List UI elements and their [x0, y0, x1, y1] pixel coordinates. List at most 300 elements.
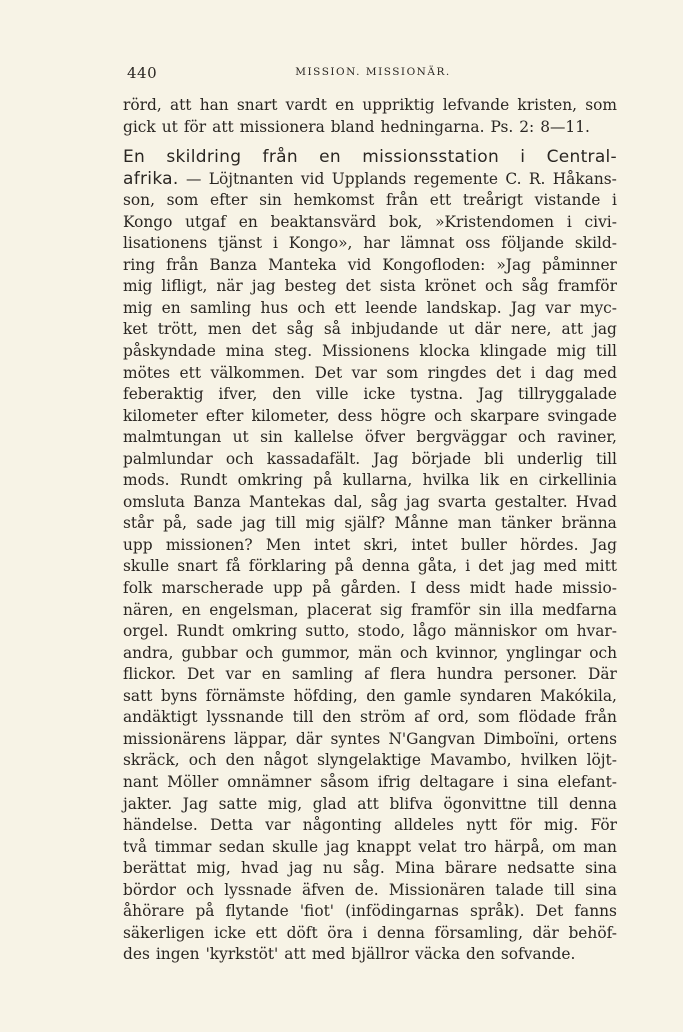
word: så: [323, 320, 341, 339]
word: oss: [465, 234, 491, 253]
word: nytt: [466, 816, 498, 835]
word: i: [362, 923, 368, 942]
word: leende: [365, 298, 418, 317]
word: den: [466, 945, 495, 964]
word: Jag: [510, 298, 537, 317]
word: och: [434, 406, 462, 425]
word: mig: [305, 514, 335, 533]
word: raviner,: [557, 428, 617, 447]
word: kassadafält.: [266, 449, 361, 468]
word: såg: [521, 277, 549, 296]
word: beaktansvärd: [270, 212, 377, 231]
text-line: [123, 837, 617, 859]
word: knappt: [356, 837, 412, 856]
word: i: [272, 234, 278, 253]
word: ett: [179, 363, 202, 382]
word: mig: [123, 277, 153, 296]
word: ett: [429, 191, 452, 210]
body-text: [123, 95, 617, 966]
word: hundra: [436, 665, 493, 684]
word: framför: [557, 277, 617, 296]
word: ingen: [155, 945, 200, 964]
word: få: [225, 557, 241, 576]
word: bok,: [388, 212, 423, 231]
word: i: [520, 147, 526, 168]
word: missionera: [239, 117, 325, 136]
word: efter: [205, 406, 244, 425]
word: rörd,: [123, 96, 162, 114]
word: vid: [347, 255, 372, 274]
word: Det: [186, 665, 215, 684]
word: öfver: [364, 428, 406, 447]
word: om: [544, 622, 569, 641]
word: besteg: [284, 277, 337, 296]
word: öra: [327, 923, 353, 942]
word: tro: [464, 837, 487, 856]
word: till: [537, 794, 559, 813]
word: som: [386, 363, 419, 382]
word: den: [225, 751, 255, 770]
word: Ps.: [490, 117, 514, 136]
word: ut: [232, 428, 249, 447]
word: de.: [354, 880, 379, 899]
word: ut: [448, 320, 465, 339]
word: son,: [123, 191, 155, 210]
word: 2:: [519, 117, 535, 136]
word: härpå,: [494, 837, 545, 856]
word: började: [411, 449, 472, 468]
text-line: [123, 470, 617, 492]
word: gubbar: [181, 643, 238, 662]
word: mina: [225, 342, 265, 361]
word: och: [297, 298, 326, 317]
text-line: [123, 923, 617, 945]
word: upp: [123, 535, 153, 554]
word: skräck,: [123, 751, 180, 770]
word: satt: [123, 686, 153, 705]
word: hade: [514, 579, 553, 598]
word: som: [477, 708, 510, 727]
word: missionsstation: [362, 147, 500, 168]
word: jag: [511, 557, 536, 576]
word: i: [612, 191, 617, 210]
word: tjänst: [217, 234, 263, 253]
text-line: [123, 233, 617, 255]
word: från: [385, 191, 419, 210]
text-line: [123, 406, 617, 428]
word: säkerligen: [123, 923, 205, 942]
word: där: [532, 923, 559, 942]
word: flickor.: [123, 665, 176, 684]
word: på: [334, 557, 354, 576]
word: sin: [478, 600, 502, 619]
word: det: [478, 557, 504, 576]
word: en: [181, 600, 201, 619]
word: mig.: [544, 816, 579, 835]
text-line: [123, 643, 617, 665]
word: missionärens: [123, 729, 226, 748]
word: den: [322, 708, 352, 727]
word: människor: [454, 622, 537, 641]
word: Makókila,: [540, 686, 617, 705]
word: och: [518, 428, 546, 447]
word: N'Gangvan: [388, 729, 476, 748]
word: själf?: [344, 514, 386, 533]
word: Månne: [394, 514, 449, 533]
word: var: [265, 816, 291, 835]
word: där: [295, 729, 323, 748]
text-line: [123, 578, 617, 600]
text-line: [123, 95, 617, 117]
word: bland: [330, 117, 375, 136]
word: någonting: [302, 816, 382, 835]
word: —: [186, 169, 202, 188]
word: klocka: [419, 342, 470, 361]
word: högre: [380, 406, 427, 425]
word: missio-: [562, 579, 617, 598]
word: kilometer,: [251, 406, 330, 425]
word: sutto,: [305, 622, 350, 641]
section-gap: [123, 138, 617, 147]
word: som: [585, 96, 617, 114]
word: vid: [300, 169, 325, 188]
word: en: [319, 147, 342, 168]
word: skri,: [363, 535, 398, 554]
word: tänker: [500, 514, 553, 533]
word: medfarna: [542, 600, 617, 619]
word: Kongofloden:: [382, 255, 486, 274]
word: Manteka: [268, 255, 337, 274]
word: Missionens: [321, 342, 410, 361]
word: lifligt,: [161, 277, 208, 296]
text-line: [123, 794, 617, 816]
word: och: [186, 880, 214, 899]
word: Dimboïni,: [483, 729, 560, 748]
word: stodo,: [357, 622, 405, 641]
text-line: [123, 255, 617, 277]
word: timmar: [154, 837, 212, 856]
word: omsluta: [123, 492, 185, 511]
word: en: [161, 298, 181, 317]
word: såg: [286, 320, 314, 339]
text-line: [123, 363, 617, 385]
word: språk).: [470, 902, 525, 921]
word: kilometer: [123, 406, 198, 425]
word: snart: [177, 557, 218, 576]
word: personer.: [503, 665, 578, 684]
word: Rundt: [176, 622, 224, 641]
text-line: [123, 276, 617, 298]
word: syndaren: [459, 686, 532, 705]
text-line: [123, 147, 617, 169]
word: sofvande.: [500, 945, 576, 964]
word: en: [261, 665, 281, 684]
word: blifva: [389, 794, 433, 813]
word: feberaktig: [123, 385, 204, 404]
text-line: [123, 621, 617, 643]
word: något: [263, 751, 309, 770]
word: förnämste: [205, 686, 285, 705]
text-line: [123, 427, 617, 449]
word: civi-: [584, 212, 617, 231]
article-paragraph: [123, 147, 617, 966]
word: ifrig: [377, 772, 411, 791]
word: skild-: [574, 234, 617, 253]
word: män: [358, 643, 392, 662]
text-line: [123, 169, 617, 191]
word: till: [292, 708, 314, 727]
word: ord,: [437, 708, 470, 727]
word: en: [335, 96, 355, 114]
word: lågo: [413, 622, 447, 641]
word: upp: [273, 579, 303, 598]
word: och: [589, 643, 617, 662]
text-line: [123, 513, 617, 535]
word: denna: [568, 794, 617, 813]
word: för: [509, 816, 532, 835]
word: ring: [123, 255, 156, 274]
text-line: [123, 600, 617, 622]
word: nären,: [123, 600, 174, 619]
word: församling,: [434, 923, 523, 942]
word: mötes: [123, 363, 171, 382]
word: krönet: [424, 277, 477, 296]
word: af: [364, 665, 379, 684]
word: afrika.: [123, 168, 179, 189]
word: från: [584, 708, 617, 727]
word: folk: [123, 579, 153, 598]
word: två: [123, 837, 148, 856]
word: bördor: [123, 880, 176, 899]
word: palmlundar: [123, 449, 213, 468]
word: trött,: [157, 320, 198, 339]
word: lämnat: [400, 234, 455, 253]
text-line: [123, 298, 617, 320]
word: skarpare: [470, 406, 540, 425]
word: påskyndade: [123, 342, 216, 361]
word: cirkellinia: [538, 471, 617, 490]
word: med: [543, 557, 577, 576]
word: såsom: [320, 772, 369, 791]
word: den: [272, 385, 302, 404]
word: kallelse: [294, 428, 354, 447]
word: nere,: [510, 320, 552, 339]
word: omnämner: [227, 772, 312, 791]
text-line: [123, 341, 617, 363]
word: omkring: [231, 622, 298, 641]
word: jag: [593, 320, 617, 339]
word: skildring: [166, 147, 242, 168]
word: (infödingarnas: [345, 902, 459, 921]
word: sina: [585, 880, 617, 899]
word: såg.: [352, 859, 385, 878]
word: lyssnade: [224, 880, 292, 899]
word: för: [183, 117, 207, 136]
word: det: [345, 277, 371, 296]
word: talade: [495, 880, 544, 899]
word: glad: [312, 794, 347, 813]
word: omkring: [237, 471, 303, 490]
text-line: [123, 772, 617, 794]
word: myc-: [579, 298, 617, 317]
word: har: [363, 234, 390, 253]
word: jag: [251, 277, 276, 296]
word: men: [207, 320, 242, 339]
word: gamle: [403, 686, 452, 705]
word: icke: [363, 385, 396, 404]
word: dess: [425, 579, 461, 598]
word: ett: [334, 298, 357, 317]
word: Löjtnanten: [208, 169, 294, 188]
word: att: [357, 794, 379, 813]
word: hus: [260, 298, 289, 317]
word: mig,: [196, 859, 231, 878]
word: sin: [260, 428, 283, 447]
word: kvinnor,: [435, 643, 499, 662]
word: midt: [469, 579, 506, 598]
page-number: 440: [127, 64, 158, 82]
word: till: [596, 449, 617, 468]
word: Hvad: [575, 492, 617, 511]
word: läppar,: [234, 729, 288, 748]
word: fanns: [574, 902, 617, 921]
word: flera: [389, 665, 426, 684]
text-line: [123, 212, 617, 234]
word: lyssnande: [206, 708, 284, 727]
word: snart: [236, 96, 278, 114]
word: en: [238, 212, 258, 231]
word: var: [351, 363, 377, 382]
word: byns: [160, 686, 198, 705]
word: jag: [241, 514, 266, 533]
word: på: [313, 471, 333, 490]
word: på: [312, 579, 332, 598]
word: slyngelaktige: [317, 751, 422, 770]
word: där: [474, 320, 501, 339]
word: flödade: [518, 708, 577, 727]
word: Central-: [546, 147, 617, 168]
word: intet: [313, 535, 351, 554]
word: och: [399, 643, 428, 662]
word: landskap.: [426, 298, 502, 317]
word: Jag: [477, 385, 504, 404]
word: Men: [265, 535, 301, 554]
word: andäktigt: [123, 708, 198, 727]
word: påminner: [542, 255, 617, 274]
word: och: [245, 643, 274, 662]
word: följande: [501, 234, 565, 253]
word: alldeles: [394, 816, 454, 835]
word: C.: [505, 169, 522, 188]
word: malmtungan: [123, 428, 222, 447]
word: des: [123, 945, 150, 964]
word: icke: [214, 923, 247, 942]
word: att: [284, 945, 306, 964]
word: lefvande: [442, 96, 510, 114]
text-line: [123, 664, 617, 686]
word: I: [410, 579, 417, 598]
word: på: [195, 902, 215, 921]
word: man: [583, 837, 617, 856]
word: hördes.: [520, 535, 579, 554]
word: och: [225, 449, 254, 468]
word: ström: [359, 708, 406, 727]
word: hvar-: [576, 622, 617, 641]
word: Kongo»,: [288, 234, 353, 253]
word: bli: [484, 449, 504, 468]
word: och: [188, 751, 217, 770]
word: mods.: [123, 471, 170, 490]
word: såg: [370, 492, 398, 511]
word: Rundt: [179, 471, 228, 490]
text-line: [123, 384, 617, 406]
word: intet: [411, 535, 448, 554]
word: nedsatte: [507, 859, 575, 878]
word: Håkans-: [552, 169, 617, 188]
word: ögonvittne: [443, 794, 527, 813]
word: uppriktig: [362, 96, 435, 114]
text-line: [123, 190, 617, 212]
word: sina: [516, 772, 549, 791]
word: Detta: [210, 816, 254, 835]
text-line: [123, 750, 617, 772]
word: i: [503, 772, 508, 791]
word: man: [457, 514, 492, 533]
word: står: [123, 514, 154, 533]
word: Jag: [591, 535, 617, 554]
word: att: [212, 117, 234, 136]
word: svarta: [437, 492, 487, 511]
word: det: [495, 363, 522, 382]
word: hemkomst: [293, 191, 375, 210]
word: buller: [460, 535, 507, 554]
word: flytande: [225, 902, 289, 921]
word: samling: [291, 665, 354, 684]
text-line: [123, 707, 617, 729]
running-head: MISSION. MISSIONÄR.: [295, 66, 451, 78]
word: Missionären: [388, 880, 485, 899]
word: Möller: [167, 772, 219, 791]
word: ifver,: [218, 385, 258, 404]
word: vardt: [285, 96, 327, 114]
word: kullarna,: [342, 471, 413, 490]
word: sig: [379, 600, 403, 619]
text-line: [123, 729, 617, 751]
page-header: [127, 64, 619, 86]
word: regemente: [413, 169, 498, 188]
word: samling: [189, 298, 252, 317]
word: Jag: [182, 794, 208, 813]
word: andra,: [123, 643, 174, 662]
word: Det: [314, 363, 343, 382]
word: inbjudande: [350, 320, 439, 339]
word: bränna: [561, 514, 617, 533]
word: vistande: [534, 191, 601, 210]
word: svingade: [547, 406, 617, 425]
word: välkommen.: [210, 363, 306, 382]
word: på,: [163, 514, 187, 533]
word: R.: [528, 169, 546, 188]
word: Kongo: [123, 212, 173, 231]
word: Banza: [209, 255, 258, 274]
word: underlig: [517, 449, 583, 468]
word: missionen?: [165, 535, 253, 554]
word: när: [216, 277, 243, 296]
word: 'fiot': [299, 902, 335, 921]
word: 8—11.: [540, 117, 590, 136]
word: denna: [377, 923, 425, 942]
word: löjt-: [586, 751, 617, 770]
